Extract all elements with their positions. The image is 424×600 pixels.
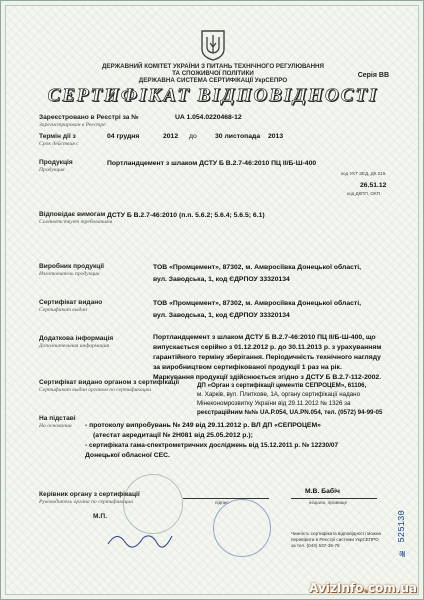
product-value: Портландцемент з шлаком ДСТУ Б В.2.7-46:2010 ПЦ ІІ/Б-Ш-400: [107, 160, 317, 167]
manufacturer-line-2: вул. Заводська, 1, код ЄДРПОУ 33320134: [153, 276, 290, 283]
additional-line-4: за виробництвом сертифікованої продукції 1 раз на рік.: [153, 364, 342, 371]
validity-to-year: 2013: [268, 133, 284, 140]
signature-caption: підпис: [215, 500, 229, 505]
agency-line-3: ДЕРЖАВНА СИСТЕМА СЕРТИФІКАЦІЇ УкрСЕПРО: [138, 77, 288, 84]
manufacturer-line-1: ТОВ «Промцемент», 87302, м. Амвросіївка Донецької області,: [153, 264, 362, 271]
additional-line-2: випускається серійно з 01.12.2012 р. до 30.11.2013 р. з урахуванням: [153, 344, 382, 351]
requirements-label: Відповідає вимогам: [39, 211, 106, 218]
validity-to-day: 30 листопада: [215, 133, 261, 140]
basis-line-3: - сертифіката гама-спектрометричних досліджень від 15.12.2011 р. № 12230/07: [85, 442, 339, 449]
validity-from-year: 2012: [163, 133, 179, 140]
validity-label-ru: Срок действия с: [39, 141, 79, 147]
product-label-ru: Продукция: [39, 167, 65, 173]
basis-line-1: - протоколу випробувань № 249 від 29.11.2012 р. ВЛ ДП «СЕПРОЦЕМ»: [85, 422, 321, 429]
watermark: AvizInfo.com.ua: [309, 581, 417, 595]
basis-line-2: (атестат акредитації № 2Н081 від 25.05.2012 р.);: [93, 432, 253, 439]
body-line-2: м. Харків, вул. Плиткове, 1А, органу сертифікації надано: [197, 391, 361, 398]
signatory-name: М.В. Бабіч: [305, 488, 340, 495]
validity-label: Термін дії з: [39, 133, 76, 140]
product-code-note-2: код ДКПП, ОКП: [347, 191, 380, 196]
serial-number: № 525130: [397, 510, 407, 558]
verification-note-line-1: Чинність сертифіката відповідності можна: [291, 531, 381, 536]
body-label: Сертифікат видано органом з сертифікації: [39, 379, 180, 386]
requirements-label-ru: Соответствует требованиям: [39, 219, 113, 225]
series-label: Серія ВВ: [357, 72, 389, 79]
name-caption: ініціали, прізвище: [309, 500, 348, 505]
body-line-3: Мінекономрозвитку України від 29.11.2012 № 1326 за: [197, 400, 351, 407]
state-seal: [213, 499, 271, 557]
certificate-title: СЕРТИФІКАТ ВІДПОВІДНОСТІ: [47, 85, 379, 106]
requirements-value: ДСТУ Б В.2.7-46:2010 (п.п. 5.6.2; 5.6.4; 5.6.5; 6.1): [107, 212, 265, 219]
validity-from-day: 04 грудня: [107, 133, 140, 140]
agency-line-1: ДЕРЖАВНИЙ КОМІТЕТ УКРАЇНИ З ПИТАНЬ ТЕХНІЧНОГО РЕГУЛЮВАННЯ: [102, 63, 324, 70]
coat-of-arms-icon: [200, 29, 226, 61]
additional-label-ru: Дополнительная информация: [39, 343, 110, 349]
additional-label: Додаткова інформація: [39, 335, 114, 342]
basis-label: На підставі: [39, 415, 76, 422]
issued-to-label: Сертифікат видано: [39, 299, 103, 306]
body-label-ru: Сертификат выдан органом по сертификации: [39, 387, 152, 393]
product-code-note: код УКТ ЗЕД, ДК 016: [341, 171, 386, 176]
manufacturer-label-ru: Изготовитель продукции: [39, 271, 100, 277]
registration-label: Зареєстровано в Реєстрі за №: [39, 114, 139, 121]
registration-label-ru: Зарегистрирован в Реестре: [39, 122, 106, 128]
body-line-1: ДП «Орган з сертифікації цементів СЕПРОЦЕМ», 61106,: [197, 382, 367, 389]
additional-line-5: Маркування продукції здійснюється згідно з ДСТУ Б В.2.7-112-2002.: [153, 374, 382, 381]
registration-number: UA 1.054.0220468-12: [175, 114, 242, 121]
signature-label: Керівник органу з сертифікації: [39, 491, 140, 498]
additional-line-1: Портландцемент з шлаком ДСТУ Б В.2.7-46:2010 ПЦ ІІ/Б-Ш-400, що: [153, 334, 376, 341]
handwritten-signature: [105, 528, 175, 550]
basis-label-ru: На основании: [39, 423, 72, 429]
issued-to-line-1: ТОВ «Промцемент», 87302, м. Амвросіївка Донецької області,: [153, 300, 362, 307]
signature-line: [183, 498, 269, 499]
validity-to-word: до: [189, 133, 197, 140]
body-line-4: реєстраційним №№ UA.P.054, UA.PN.054, тел. (0572) 94-99-05: [197, 409, 383, 416]
signature-label-ru: Руководитель органа по сертификации: [39, 499, 133, 505]
agency-line-2: ТА СПОЖИВЧОЇ ПОЛІТИКИ: [172, 70, 254, 77]
manufacturer-label: Виробник продукції: [39, 263, 105, 270]
verification-note-line-3: за тел. (044) 537-35-76: [291, 543, 340, 548]
mp-label: М.П.: [93, 513, 107, 520]
basis-line-4: Донецької обласної СЕС.: [85, 452, 170, 459]
verification-note-line-2: перевірити в Реєстрі системи УкрСЕПРО: [291, 537, 379, 542]
product-label: Продукція: [39, 159, 73, 166]
issued-to-label-ru: Сертификат выдан: [39, 307, 87, 313]
issued-to-line-2: вул. Заводська, 1, код ЄДРПОУ 33320134: [153, 312, 290, 319]
name-line: [291, 498, 377, 499]
verification-note: [291, 531, 381, 549]
additional-line-3: гарантійного терміну зберігання. Періодичність технічного нагляду: [153, 354, 381, 361]
product-code: 26.51.12: [360, 182, 387, 189]
